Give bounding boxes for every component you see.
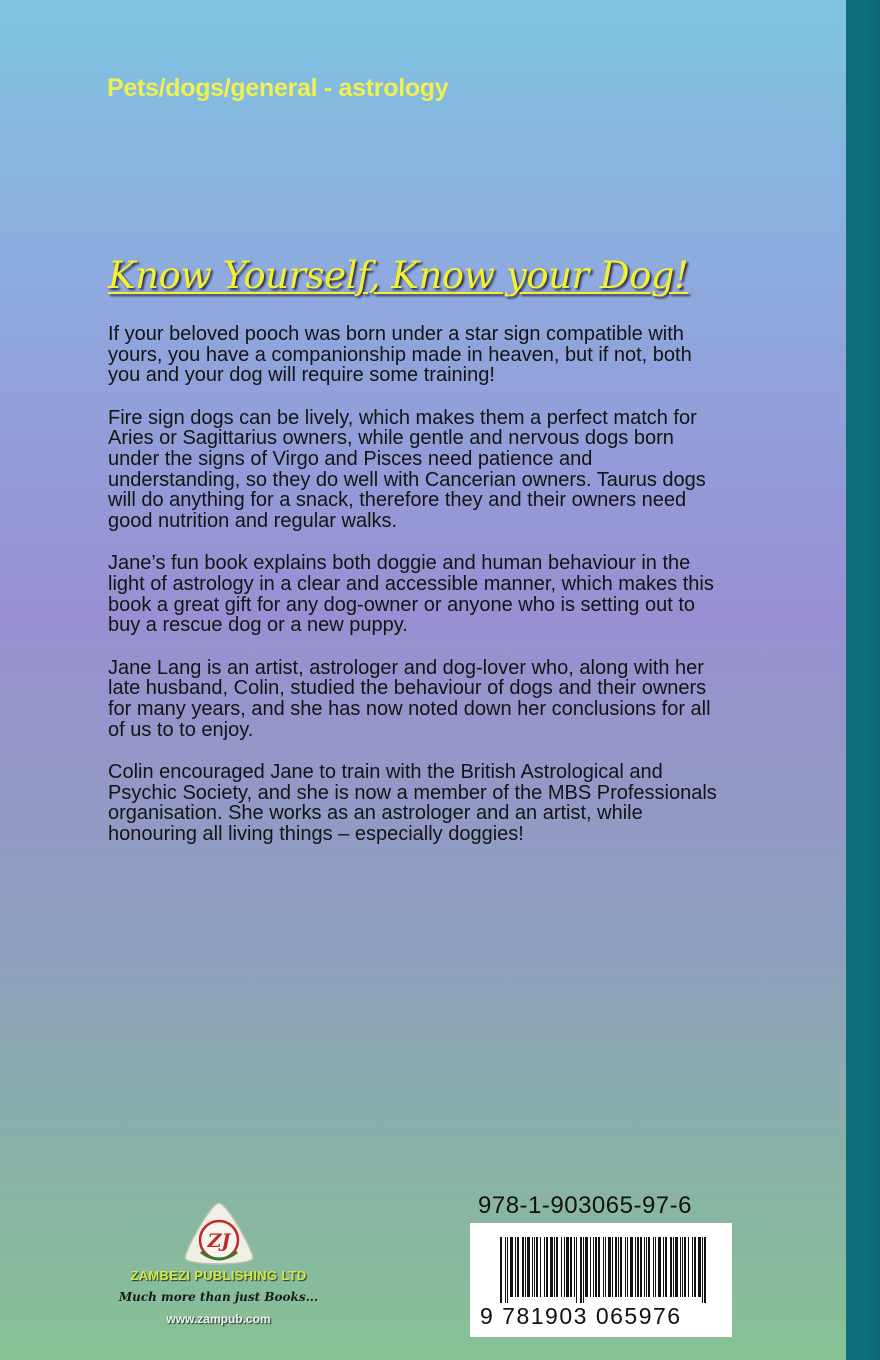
publisher-logo-letters: ZJ <box>207 1230 231 1252</box>
barcode-bar <box>522 1237 524 1297</box>
barcode-bar <box>635 1237 636 1297</box>
barcode-bar <box>570 1237 572 1297</box>
barcode-bar <box>684 1237 686 1297</box>
barcode-bar <box>598 1237 600 1297</box>
barcode-bar <box>618 1237 619 1297</box>
blurb-paragraph: If your beloved pooch was born under a star sign compatible with yours, you have a companionship made in heaven, but if not, both you and your dog will require some training! <box>108 323 692 387</box>
blurb-paragraph: Jane Lang is an artist, astrologer and dog-lover who, along with her late husband, Colin, studied the behaviour of dogs and their owners for many years, and she has now noted down her conclusions for all of us to to enjoy. <box>108 656 711 741</box>
barcode-bar <box>532 1237 533 1297</box>
barcode-bar <box>576 1237 577 1303</box>
barcode-bar <box>698 1237 701 1297</box>
barcode-bar <box>673 1237 674 1297</box>
barcode-bar <box>702 1237 703 1303</box>
barcode-bar <box>515 1237 516 1297</box>
barcode-bar <box>595 1237 597 1297</box>
barcode-bar <box>646 1237 647 1297</box>
barcode-bar <box>663 1237 664 1297</box>
barcode <box>470 1223 732 1337</box>
barcode-bar <box>574 1237 575 1297</box>
barcode-bar <box>585 1237 588 1297</box>
barcode-bar <box>556 1237 558 1297</box>
barcode-bar <box>605 1237 606 1297</box>
barcode-bar <box>694 1237 696 1297</box>
isbn-number: 978-1-903065-97-6 <box>478 1192 692 1219</box>
barcode-bar <box>653 1237 654 1297</box>
barcode-bar <box>580 1237 582 1303</box>
barcode-bar <box>540 1237 541 1297</box>
barcode-bar <box>620 1237 622 1297</box>
publisher-logo-icon <box>179 1200 259 1268</box>
barcode-bar <box>640 1237 642 1297</box>
barcode-bar <box>564 1237 565 1297</box>
barcode-bar <box>608 1237 611 1297</box>
blurb-text <box>108 324 718 866</box>
barcode-bar <box>550 1237 553 1297</box>
blurb-paragraph: Jane’s fun book explains both doggie and human behaviour in the light of astrology in a clear and accessible manner, which makes this book a great gift for any dog-owner or anyone who is setting out to buy a rescue dog or a new puppy. <box>108 552 714 637</box>
barcode-bar <box>583 1237 584 1303</box>
barcode-bar <box>692 1237 693 1297</box>
barcode-bar <box>648 1237 650 1297</box>
barcode-bar <box>566 1237 569 1297</box>
blurb-paragraph: Fire sign dogs can be lively, which makes them a perfect match for Aries or Sagittarius owners, while gentle and nervous dogs born under the signs of Virgo and Pisces need patience and understanding, so they do well with Cancerian owners. Taurus dogs will do anything for a snack, therefore they and their owners need good nutrition and regular walks. <box>108 406 706 532</box>
barcode-bar <box>546 1237 548 1297</box>
barcode-bar <box>593 1237 594 1297</box>
barcode-bar <box>630 1237 633 1297</box>
barcode-bar <box>536 1237 538 1297</box>
barcode-bar <box>500 1237 502 1303</box>
barcode-bar <box>625 1237 626 1297</box>
barcode-bar <box>655 1237 656 1297</box>
publisher-block <box>106 1200 331 1335</box>
barcode-bar <box>682 1237 683 1297</box>
barcode-bar <box>590 1237 591 1297</box>
barcode-bar <box>615 1237 617 1297</box>
barcode-bars <box>470 1223 732 1305</box>
barcode-bar <box>637 1237 639 1297</box>
barcode-bar <box>680 1237 681 1297</box>
barcode-bar <box>517 1237 519 1297</box>
barcode-digits: 9 781903 065976 <box>480 1303 682 1329</box>
barcode-bar <box>644 1237 645 1297</box>
barcode-bar <box>675 1237 678 1297</box>
barcode-bar <box>527 1237 530 1297</box>
headline: Know Yourself, Know your Dog! <box>108 254 689 297</box>
barcode-bar <box>688 1237 689 1297</box>
barcode-bar <box>505 1237 506 1303</box>
category-label: Pets/dogs/general - astrology <box>107 74 449 102</box>
barcode-bar <box>603 1237 604 1297</box>
barcode-bar <box>658 1237 661 1297</box>
barcode-bar <box>704 1237 706 1303</box>
barcode-bar <box>544 1237 545 1297</box>
barcode-bar <box>525 1237 526 1297</box>
barcode-bar <box>561 1237 562 1297</box>
blurb-paragraph: Colin encouraged Jane to train with the British Astrological and Psychic Society, and she is now a member of the MBS Professionals organisation. She works as an astrologer and an artist, while honouring all living things – especially doggies! <box>108 761 717 845</box>
barcode-bar <box>665 1237 667 1297</box>
barcode-bar <box>510 1237 513 1297</box>
barcode-bar <box>534 1237 535 1297</box>
barcode-bar <box>612 1237 613 1297</box>
barcode-bar <box>554 1237 555 1297</box>
publisher-tagline: Much more than just Books... <box>118 1290 319 1304</box>
barcode-bar <box>507 1237 508 1303</box>
publisher-url: www.zampub.com <box>166 1312 271 1326</box>
publisher-name: ZAMBEZI PUBLISHING LTD <box>130 1268 307 1283</box>
book-spine-edge <box>846 0 880 1360</box>
barcode-bar <box>627 1237 628 1297</box>
barcode-bar <box>670 1237 672 1297</box>
